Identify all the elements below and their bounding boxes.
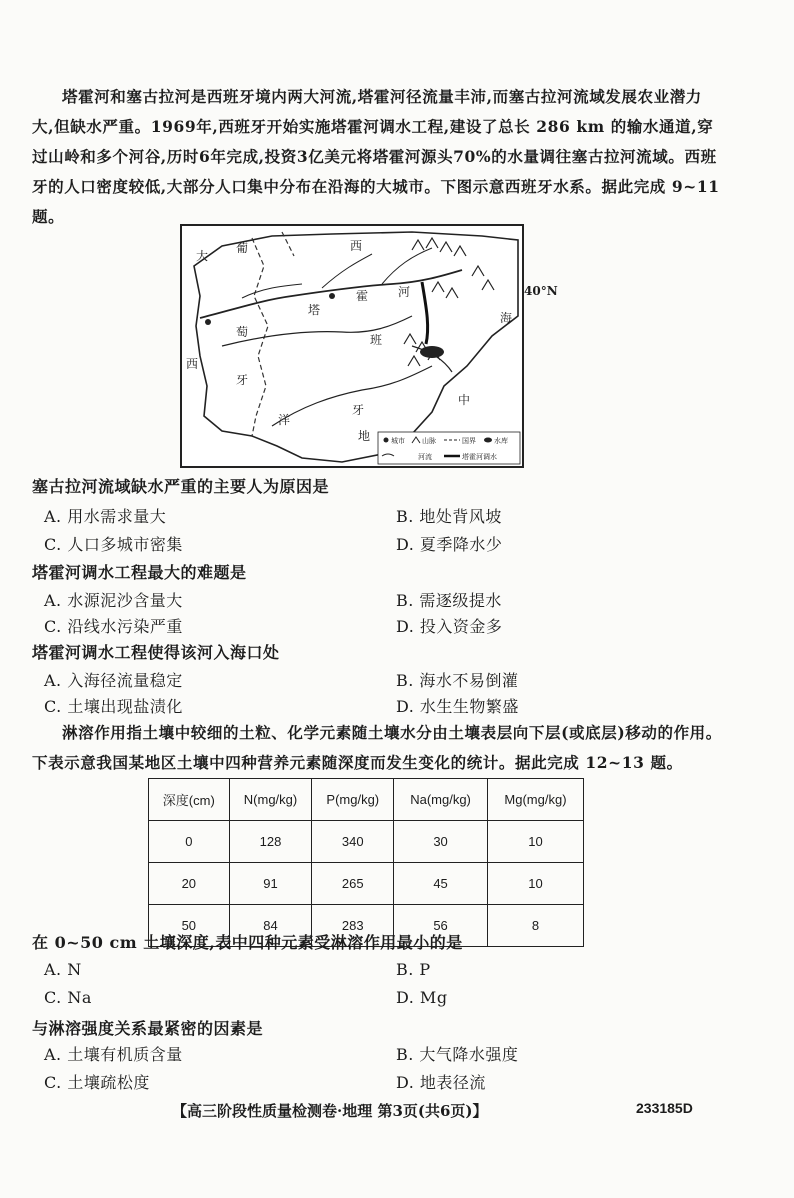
label-ta: 塔 (308, 303, 321, 317)
table-cell: 10 (487, 821, 583, 863)
question-11-option-b[interactable]: B. 海水不易倒灌 (396, 671, 519, 690)
city-madrid (329, 293, 335, 299)
legend-reservoir: 水库 (494, 437, 508, 445)
page-footer-code: 233185D (636, 1100, 693, 1116)
intro-paragraph-12-13 (32, 718, 722, 778)
legend-canal: 塔霍河调水 (462, 453, 497, 461)
intro-paragraph-9-11 (32, 82, 722, 232)
page-footer-title: 【高三阶段性质量检测卷·地理 第3页(共6页)】 (172, 1102, 488, 1120)
label-ya2: 牙 (236, 373, 249, 387)
label-ya: 牙 (352, 403, 365, 417)
question-13-option-d[interactable]: D. 地表径流 (396, 1073, 486, 1092)
label-he: 河 (398, 285, 411, 299)
map-legend (378, 432, 520, 464)
table-header: N(mg/kg) (229, 779, 312, 821)
table-cell: 10 (487, 863, 583, 905)
table-cell: 84 (229, 905, 312, 947)
table-cell: 91 (229, 863, 312, 905)
legend-border: 国界 (462, 437, 476, 445)
table-cell: 20 (149, 863, 230, 905)
legend-river: 河流 (418, 453, 432, 461)
intro-text-2: 淋溶作用指土壤中较细的土粒、化学元素随土壤水分由土壤表层向下层(或底层)移动的作用。下表示意我国某地区土壤中四种营养元素随深度而发生变化的统计。据此完成 12~13 题。 (32, 723, 722, 772)
question-12-option-a[interactable]: A. N (44, 960, 82, 979)
table-cell: 128 (229, 821, 312, 863)
legend-city-symbol (384, 438, 389, 443)
spain-water-system-map (180, 224, 524, 468)
table-header: Mg(mg/kg) (487, 779, 583, 821)
legend-reservoir-symbol (484, 438, 492, 443)
question-12-option-c[interactable]: C. Na (44, 988, 92, 1007)
label-di: 地 (358, 429, 371, 443)
question-12-option-b[interactable]: B. P (396, 960, 431, 979)
latitude-label: 40°N (524, 284, 558, 298)
label-pu: 葡 (236, 241, 249, 255)
reservoir (420, 346, 444, 358)
question-9-option-d[interactable]: D. 夏季降水少 (396, 535, 503, 554)
table-row (149, 821, 584, 863)
iberia-coastline (194, 232, 518, 462)
question-11-option-d[interactable]: D. 水生生物繁盛 (396, 697, 519, 716)
question-11-stem: 塔霍河调水工程使得该河入海口处 (32, 643, 280, 662)
label-yang: 洋 (278, 413, 291, 427)
label-hai: 海 (500, 311, 513, 325)
table-cell: 340 (312, 821, 394, 863)
question-11-option-a[interactable]: A. 入海径流量稳定 (44, 671, 183, 690)
label-xi2: 西 (186, 357, 199, 371)
soil-nutrient-table (148, 778, 584, 947)
question-13-stem: 与淋溶强度关系最紧密的因素是 (32, 1019, 264, 1038)
label-da: 大 (196, 249, 209, 263)
table-cell: 56 (394, 905, 488, 947)
label-xi: 西 (350, 239, 363, 253)
table-cell: 30 (394, 821, 488, 863)
question-10-option-a[interactable]: A. 水源泥沙含量大 (44, 591, 183, 610)
question-13-option-a[interactable]: A. 土壤有机质含量 (44, 1045, 183, 1064)
table-cell: 45 (394, 863, 488, 905)
question-13-option-c[interactable]: C. 土壤疏松度 (44, 1073, 150, 1092)
label-ban: 班 (370, 333, 383, 347)
label-huo: 霍 (356, 289, 369, 303)
table-header-row (149, 779, 584, 821)
table-header: 深度(cm) (149, 779, 230, 821)
question-10-option-d[interactable]: D. 投入资金多 (396, 617, 503, 636)
table-row (149, 863, 584, 905)
table-cell: 0 (149, 821, 230, 863)
map-drawing (182, 226, 522, 466)
table-cell: 8 (487, 905, 583, 947)
question-12-stem: 在 0~50 cm 土壤深度,表中四种元素受淋溶作用最小的是 (32, 933, 463, 952)
label-zhong: 中 (458, 393, 471, 407)
legend-city: 城市 (391, 437, 405, 445)
question-9-option-b[interactable]: B. 地处背风坡 (396, 507, 502, 526)
table-cell: 265 (312, 863, 394, 905)
label-tao: 萄 (236, 325, 249, 339)
city-lisbon (205, 319, 211, 325)
question-10-option-b[interactable]: B. 需逐级提水 (396, 591, 502, 610)
question-12-option-d[interactable]: D. Mg (396, 988, 448, 1007)
table-header: P(mg/kg) (312, 779, 394, 821)
question-9-option-c[interactable]: C. 人口多城市密集 (44, 535, 183, 554)
question-10-stem: 塔霍河调水工程最大的难题是 (32, 563, 247, 582)
intro-text-1: 塔霍河和塞古拉河是西班牙境内两大河流,塔霍河径流量丰沛,而塞古拉河流域发展农业潜力大,但缺水严重。1969年,西班牙开始实施塔霍河调水工程,建设了总长 286 km 的输水通道,穿过山岭和多个河谷,历时6年完成,投资3亿美元将塔霍河源头70%的水量调往塞古拉河流域。西班牙的人口密度较低,大部分人口集中分布在沿海的大城市。下图示意西班牙水系。据此完成 9~11 题。 (32, 87, 720, 226)
legend-mountain: 山脉 (422, 437, 436, 445)
question-9-option-a[interactable]: A. 用水需求量大 (44, 507, 167, 526)
question-11-option-c[interactable]: C. 土壤出现盐渍化 (44, 697, 183, 716)
table-cell: 283 (312, 905, 394, 947)
table-header: Na(mg/kg) (394, 779, 488, 821)
question-9-stem: 塞古拉河流域缺水严重的主要人为原因是 (32, 477, 330, 496)
question-13-option-b[interactable]: B. 大气降水强度 (396, 1045, 519, 1064)
table-cell: 50 (149, 905, 230, 947)
question-10-option-c[interactable]: C. 沿线水污染严重 (44, 617, 183, 636)
